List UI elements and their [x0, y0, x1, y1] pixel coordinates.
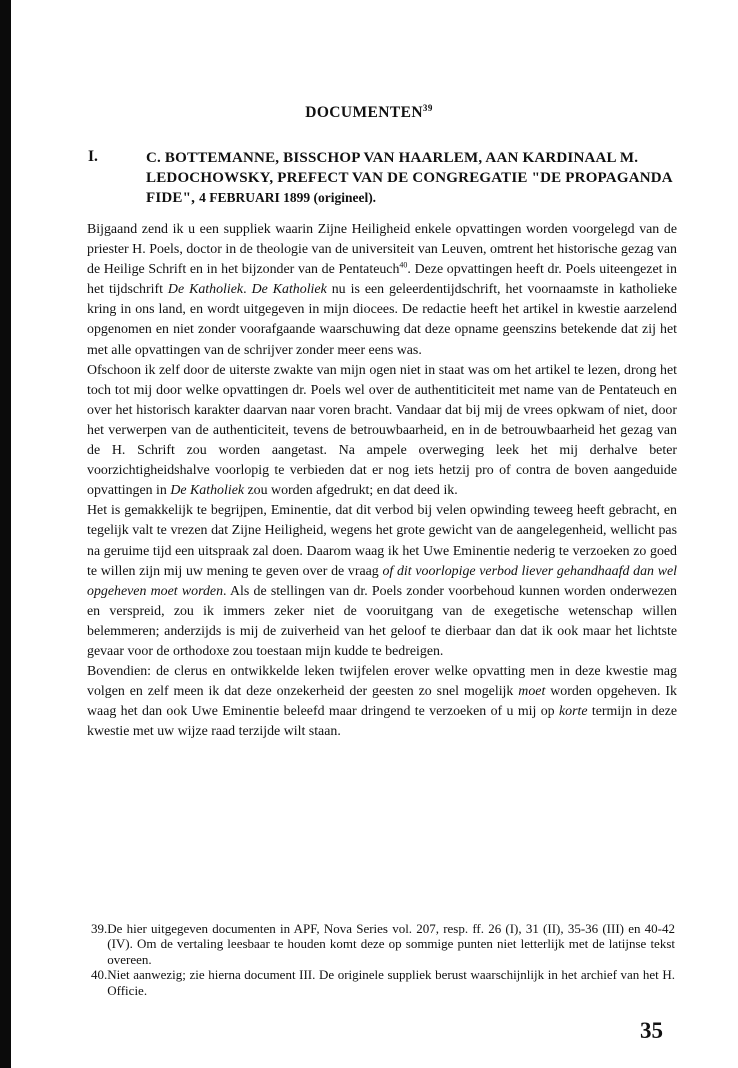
- journal-title: De Katholiek: [170, 483, 245, 499]
- footnote-number: 39.: [91, 921, 108, 936]
- document-title: [146, 148, 676, 208]
- text-run: worden opgeheven. Ik waag het dan ook Uwe Eminentie beleefd maar dringend te verzoeken of u mij op: [87, 684, 677, 720]
- text-run: termijn in deze kwestie met uw wijze raad terzijde wilt staan.: [87, 704, 677, 740]
- text-run: Bovendien: de clerus en ontwikkelde leken twijfelen erover welke opvatting men in deze kwestie mag volgen en zelf meen ik dat deze onzekerheid der geesten zo snel mogelijk: [87, 664, 677, 700]
- text-run: . Als de stellingen van dr. Poels zonder voorbehoud kunnen worden onderwezen en verspreid, zou ik immers zeker niet de vooruitgang van de exegetische wetenschap willen belemmeren; anderzijds is mij de zuiverheid van het geloof te dierbaar dan dat ik ook maar het lichtste gevaar voor de orthodoxe zou toestaan mijn kudde te bedreigen.: [87, 583, 677, 659]
- scan-edge-shadow: [0, 0, 11, 1068]
- document-number: I.: [88, 148, 98, 165]
- letter-body: [87, 220, 677, 742]
- text-run: zou worden afgedrukt; en dat deed ik.: [244, 483, 458, 499]
- page-number: 35: [640, 1018, 663, 1043]
- page-heading: [0, 104, 738, 122]
- text-run: Het is gemakkelijk te begrijpen, Eminentie, dat dit verbod bij velen opwinding teweeg heeft gebracht, en tegelijk valt te vrezen dat Zijne Heiligheid, wegens het grote gewicht van de aangelegenheid, wellicht pas na geruime tijd een uitspraak zal doen. Daarom waag ik het Uwe Eminentie nederig te verzoeken zo goed te willen zijn mij uw mening te geven over de vraag: [87, 503, 677, 579]
- footnote-40: [91, 967, 675, 998]
- document-title-main: C. BOTTEMANNE, BISSCHOP VAN HAARLEM, AAN KARDINAAL M. LEDOCHOWSKY, PREFECT VAN DE CONGREGATIE "DE PROPAGANDA FIDE",: [146, 150, 673, 206]
- document-title-date: 4 FEBRUARI 1899 (origineel).: [199, 190, 377, 205]
- text-run: .: [243, 282, 252, 298]
- paragraph-2: [87, 361, 677, 502]
- footnote-ref-40: 40: [399, 260, 408, 270]
- footnote-39: [91, 921, 675, 967]
- paragraph-3: [87, 501, 677, 662]
- paragraph-4: [87, 662, 677, 742]
- footnotes: [91, 921, 675, 998]
- heading-footnote-ref: 39: [422, 102, 433, 113]
- footnote-text: De hier uitgegeven documenten in APF, Nova Series vol. 207, resp. ff. 26 (I), 31 (II), 35-36 (III) en 40-42 (IV). Om de vertaling leesbaar te houden komt deze op sommige punten niet letterlijk met de latijnse tekst overeen.: [107, 921, 675, 967]
- text-run: . Deze opvattingen heeft dr. Poels uiteengezet in het tijdschrift: [87, 262, 677, 298]
- footnote-text: Niet aanwezig; zie hierna document III. De originele suppliek berust waarschijnlijk in het archief van het H. Officie.: [107, 967, 675, 998]
- journal-title: De Katholiek: [251, 282, 327, 298]
- text-run: nu is een geleerdentijdschrift, het voornaamste in katholieke kring in ons land, en wordt uitgegeven in mijn diocees. De redactie heeft het artikel in kwestie aarzelend opgenomen en niet zonder voorafgaande waarschuwing dat deze opname geenszins betekende dat zij het met alle opvattingen van de schrijver zonder meer eens was.: [87, 282, 678, 358]
- heading-text: DOCUMENTEN: [305, 104, 423, 121]
- emphasis: of dit voorlopige verbod liever gehandhaafd dan wel opgeheven moet worden: [87, 563, 677, 599]
- paragraph-1: [87, 220, 677, 361]
- emphasis: korte: [558, 704, 588, 720]
- text-run: Bijgaand zend ik u een suppliek waarin Zijne Heiligheid enkele opvattingen worden voorgelegd van de priester H. Poels, doctor in de theologie van de universiteit van Leuven, omtrent het historische gezag van de Heilige Schrift en in het bijzonder van de Pentateuch: [87, 222, 677, 278]
- footnote-number: 40.: [91, 967, 108, 983]
- text-run: Ofschoon ik zelf door de uiterste zwakte van mijn ogen niet in staat was om het artikel te lezen, drong het toch tot mij door welke opvattingen dr. Poels wel over de authentiticiteit met name van de Pentateuch en over het historisch karakter daarvan naar voren bracht. Vandaar dat bij mij de vrees opkwam of niet, door het verwerpen van de authenticiteit, tevens de betrouwbaarheid, en in de betrouwbaarheid het gezag van de H. Schrift zou worden aangetast. Na ampele overweging leek het mij derhalve beter voorzichtigheidshalve voorlopig te verbieden dat er nog iets hetzij pro of contra de boven aangeduide opvattingen in: [87, 362, 677, 499]
- emphasis: moet: [518, 684, 546, 700]
- journal-title: De Katholiek: [167, 282, 244, 298]
